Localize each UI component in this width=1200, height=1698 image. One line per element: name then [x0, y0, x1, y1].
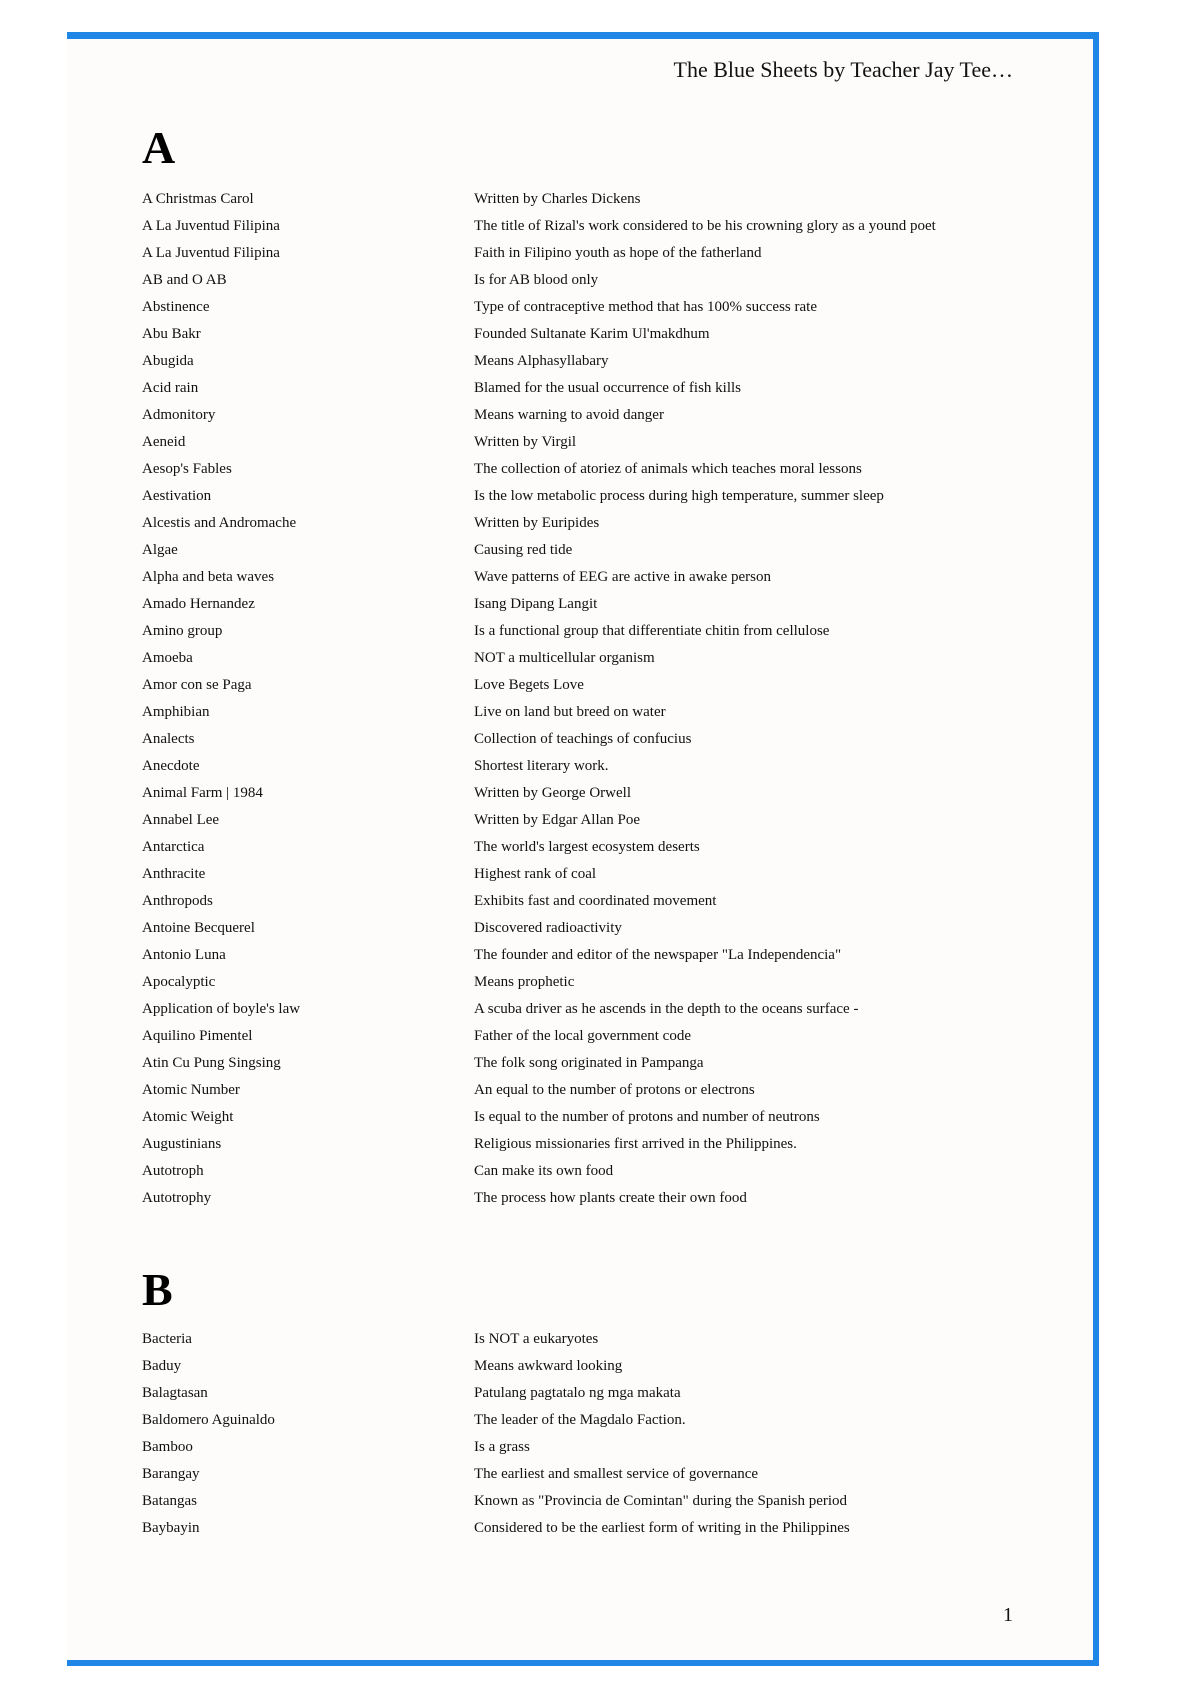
glossary-entry	[142, 240, 1042, 267]
page-number: 1	[1003, 1604, 1013, 1626]
entry-term: A La Juventud Filipina	[142, 218, 280, 234]
glossary-entry	[142, 861, 1042, 888]
glossary-entry	[142, 294, 1042, 321]
entry-definition: Wave patterns of EEG are active in awake person	[474, 569, 771, 585]
section-heading-b: B	[142, 1264, 173, 1315]
glossary-entry	[142, 834, 1042, 861]
section-heading-a: A	[142, 122, 176, 173]
entry-definition: Means Alphasyllabary	[474, 353, 609, 369]
entry-term: Anthracite	[142, 866, 206, 882]
entry-definition: Is a functional group that differentiate chitin from cellulose	[474, 623, 830, 639]
entry-term: Application of boyle's law	[142, 1001, 301, 1017]
entry-definition: Highest rank of coal	[474, 866, 597, 882]
entry-term: AB and O AB	[142, 272, 227, 288]
entry-definition: The collection of atoriez of animals which teaches moral lessons	[474, 461, 862, 477]
entry-term: Alpha and beta waves	[142, 569, 275, 585]
entry-term: Atin Cu Pung Singsing	[142, 1055, 281, 1071]
entry-definition: Written by Edgar Allan Poe	[474, 812, 641, 828]
entry-term: Barangay	[142, 1466, 200, 1482]
entry-term: Aeneid	[142, 434, 186, 450]
entry-definition: Written by Virgil	[474, 434, 577, 450]
glossary-entry	[142, 1185, 1042, 1212]
entry-definition: Is equal to the number of protons and number of neutrons	[474, 1109, 820, 1125]
glossary-entry	[142, 1077, 1042, 1104]
glossary-entry	[142, 618, 1042, 645]
entry-definition: Is a grass	[474, 1439, 530, 1455]
glossary-entry	[142, 348, 1042, 375]
entry-term: Atomic Number	[142, 1082, 240, 1098]
entry-definition: Blamed for the usual occurrence of fish kills	[474, 380, 741, 396]
glossary-entry	[142, 888, 1042, 915]
entry-term: Alcestis and Andromache	[142, 515, 297, 531]
glossary-entry	[142, 1104, 1042, 1131]
entry-term: Baybayin	[142, 1520, 200, 1536]
entry-term: Antarctica	[142, 839, 205, 855]
entry-definition: An equal to the number of protons or electrons	[474, 1082, 755, 1098]
entry-definition: The title of Rizal's work considered to be his crowning glory as a yound poet	[474, 218, 936, 234]
entry-definition: Patulang pagtatalo ng mga makata	[474, 1385, 681, 1401]
entry-term: Augustinians	[142, 1136, 222, 1152]
entry-term: Baldomero Aguinaldo	[142, 1412, 275, 1428]
glossary-entry	[142, 780, 1042, 807]
glossary-entry	[142, 1488, 1042, 1515]
entry-definition: Live on land but breed on water	[474, 704, 666, 720]
glossary-entry	[142, 1326, 1042, 1353]
entry-definition: Known as "Provincia de Comintan" during the Spanish period	[474, 1493, 848, 1509]
glossary-entry	[142, 915, 1042, 942]
entry-definition: The leader of the Magdalo Faction.	[474, 1412, 686, 1428]
entry-definition: Written by George Orwell	[474, 785, 631, 801]
entry-term: Antoine Becquerel	[142, 920, 255, 936]
glossary-entry	[142, 807, 1042, 834]
entry-definition: Considered to be the earliest form of writing in the Philippines	[474, 1520, 850, 1536]
entry-list-a	[142, 186, 1042, 1212]
entry-term: Amino group	[142, 623, 223, 639]
entry-term: Admonitory	[142, 407, 216, 423]
glossary-entry	[142, 186, 1042, 213]
entry-definition: Can make its own food	[474, 1163, 614, 1179]
entry-term: Algae	[142, 542, 178, 558]
document-page	[67, 32, 1099, 1666]
entry-definition: Exhibits fast and coordinated movement	[474, 893, 717, 909]
entry-term: Balagtasan	[142, 1385, 208, 1401]
glossary-entry	[142, 483, 1042, 510]
entry-definition: Isang Dipang Langit	[474, 596, 598, 612]
glossary-entry	[142, 1515, 1042, 1542]
entry-definition: The founder and editor of the newspaper "La Independencia"	[474, 947, 842, 963]
glossary-entry	[142, 213, 1042, 240]
entry-definition: Means prophetic	[474, 974, 575, 990]
entry-term: Aestivation	[142, 488, 212, 504]
glossary-entry	[142, 402, 1042, 429]
glossary-entry	[142, 321, 1042, 348]
glossary-entry	[142, 591, 1042, 618]
entry-definition: Is the low metabolic process during high temperature, summer sleep	[474, 488, 884, 504]
glossary-entry	[142, 1158, 1042, 1185]
entry-definition: Father of the local government code	[474, 1028, 692, 1044]
entry-definition: Is NOT a eukaryotes	[474, 1331, 599, 1347]
entry-definition: Means awkward looking	[474, 1358, 623, 1374]
glossary-entry	[142, 942, 1042, 969]
entry-definition: Religious missionaries first arrived in the Philippines.	[474, 1136, 797, 1152]
entry-definition: Shortest literary work.	[474, 758, 609, 774]
entry-definition: Type of contraceptive method that has 100% success rate	[474, 299, 817, 315]
entry-term: Amor con se Paga	[142, 677, 252, 693]
entry-definition: A scuba driver as he ascends in the depth to the oceans surface -	[474, 1001, 859, 1017]
entry-definition: The folk song originated in Pampanga	[474, 1055, 704, 1071]
glossary-entry	[142, 375, 1042, 402]
entry-term: Analects	[142, 731, 195, 747]
glossary-entry	[142, 1050, 1042, 1077]
glossary-entry	[142, 969, 1042, 996]
entry-definition: The process how plants create their own food	[474, 1190, 747, 1206]
glossary-entry	[142, 1131, 1042, 1158]
entry-term: A La Juventud Filipina	[142, 245, 280, 261]
entry-term: Acid rain	[142, 380, 199, 396]
glossary-entry	[142, 1353, 1042, 1380]
entry-definition: Written by Charles Dickens	[474, 191, 641, 207]
glossary-entry	[142, 537, 1042, 564]
entry-term: Abu Bakr	[142, 326, 201, 342]
entry-term: Bamboo	[142, 1439, 193, 1455]
glossary-entry	[142, 1380, 1042, 1407]
glossary-entry	[142, 753, 1042, 780]
glossary-entry	[142, 996, 1042, 1023]
entry-term: Atomic Weight	[142, 1109, 234, 1125]
page-header: The Blue Sheets by Teacher Jay Tee…	[673, 57, 1013, 82]
entry-term: Aesop's Fables	[142, 461, 232, 477]
glossary-entry	[142, 1023, 1042, 1050]
entry-definition: Written by Euripides	[474, 515, 600, 531]
entry-definition: The world's largest ecosystem deserts	[474, 839, 700, 855]
entry-definition: Faith in Filipino youth as hope of the fatherland	[474, 245, 762, 261]
glossary-entry	[142, 456, 1042, 483]
entry-term: Autotroph	[142, 1163, 204, 1179]
entry-term: Autotrophy	[142, 1190, 212, 1206]
glossary-entry	[142, 1407, 1042, 1434]
glossary-entry	[142, 699, 1042, 726]
glossary-entry	[142, 429, 1042, 456]
glossary-entry	[142, 267, 1042, 294]
glossary-entry	[142, 510, 1042, 537]
entry-term: Apocalyptic	[142, 974, 216, 990]
entry-definition: Means warning to avoid danger	[474, 407, 664, 423]
entry-term: Antonio Luna	[142, 947, 226, 963]
glossary-entry	[142, 1461, 1042, 1488]
entry-term: Anecdote	[142, 758, 200, 774]
entry-definition: NOT a multicellular organism	[474, 650, 655, 666]
entry-term: Abstinence	[142, 299, 210, 315]
entry-definition: Founded Sultanate Karim Ul'makdhum	[474, 326, 710, 342]
entry-definition: The earliest and smallest service of governance	[474, 1466, 759, 1482]
entry-term: Aquilino Pimentel	[142, 1028, 253, 1044]
glossary-entry	[142, 564, 1042, 591]
entry-term: Animal Farm | 1984	[142, 785, 263, 801]
entry-term: Batangas	[142, 1493, 197, 1509]
glossary-entry	[142, 645, 1042, 672]
glossary-entry	[142, 672, 1042, 699]
entry-term: Bacteria	[142, 1331, 192, 1347]
entry-definition: Collection of teachings of confucius	[474, 731, 692, 747]
entry-term: Amphibian	[142, 704, 210, 720]
entry-term: Amoeba	[142, 650, 193, 666]
entry-term: Amado Hernandez	[142, 596, 255, 612]
entry-term: Baduy	[142, 1358, 182, 1374]
entry-term: Anthropods	[142, 893, 213, 909]
glossary-entry	[142, 726, 1042, 753]
entry-definition: Causing red tide	[474, 542, 573, 558]
entry-term: A Christmas Carol	[142, 191, 254, 207]
entry-definition: Discovered radioactivity	[474, 920, 622, 936]
entry-term: Annabel Lee	[142, 812, 220, 828]
entry-term: Abugida	[142, 353, 194, 369]
entry-definition: Is for AB blood only	[474, 272, 599, 288]
glossary-entry	[142, 1434, 1042, 1461]
entry-list-b	[142, 1326, 1042, 1542]
entry-definition: Love Begets Love	[474, 677, 584, 693]
